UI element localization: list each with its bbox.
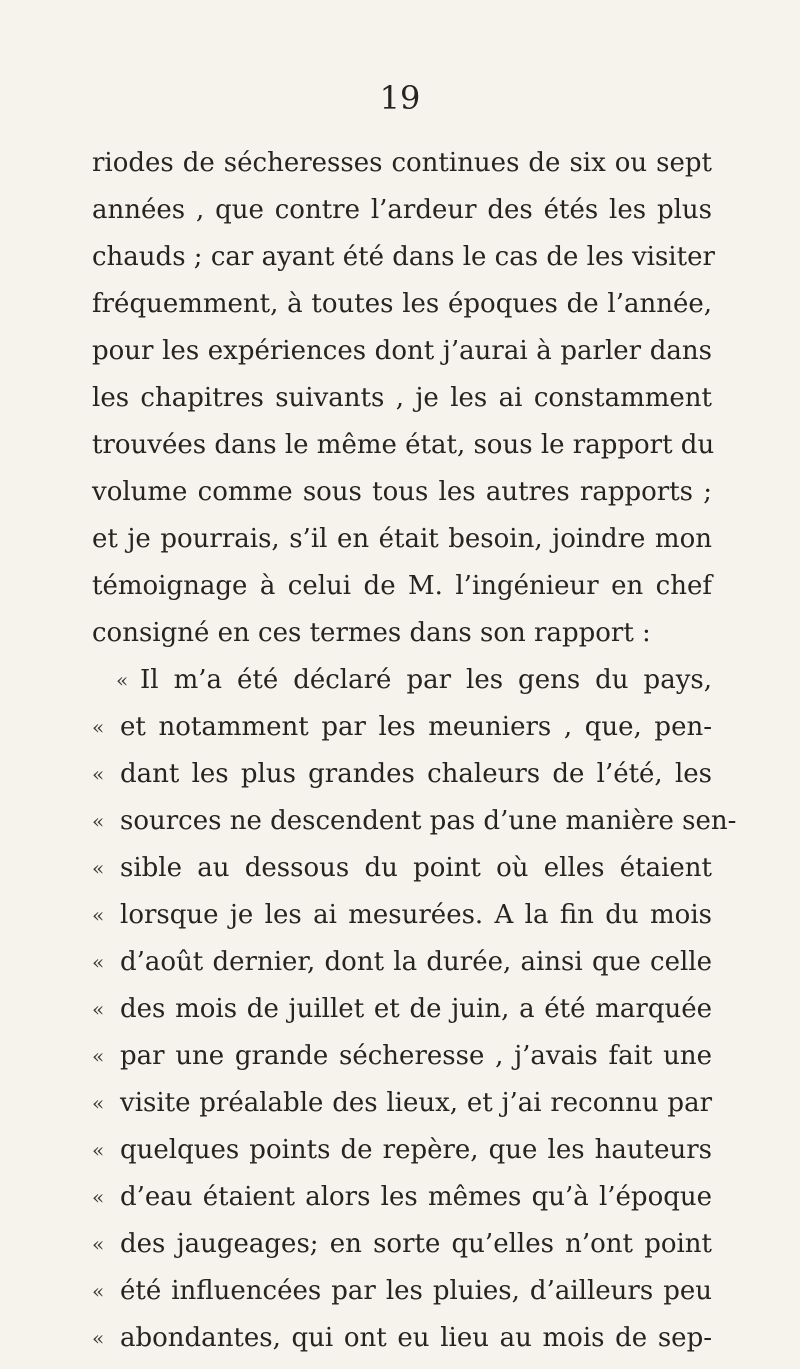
quote-text: quelques points de repère, que les hauteurs — [120, 1135, 712, 1165]
quote-text: dant les plus grandes chaleurs de l’été, les — [120, 759, 712, 789]
quote-mark: « — [92, 1091, 105, 1115]
quote-text: abondantes, qui ont eu lieu au mois de sep- — [120, 1323, 712, 1353]
quote-text: lorsque je les ai mesurées. A la fin du mois — [120, 900, 712, 930]
quote-mark: « — [92, 1185, 105, 1209]
quote-text: et notamment par les meuniers , que, pen- — [120, 712, 712, 742]
quote-mark: « — [92, 1138, 105, 1162]
quote-line — [92, 845, 712, 892]
quote-text: par une grande sécheresse , j’avais fait une — [120, 1041, 712, 1071]
quote-line — [92, 1221, 712, 1268]
quote-line — [92, 892, 712, 939]
quote-line — [92, 1268, 712, 1315]
quote-line — [92, 1174, 712, 1221]
quote-line — [92, 939, 712, 986]
quote-mark: « — [92, 809, 105, 833]
quote-text: sible au dessous du point où elles étaient — [120, 853, 712, 883]
quote-line — [92, 704, 712, 751]
text-line: et je pourrais, s’il en était besoin, joindre mon — [92, 524, 712, 554]
quote-mark: « — [92, 950, 105, 974]
quote-text: des jaugeages; en sorte qu’elles n’ont point — [120, 1229, 712, 1259]
quote-line — [92, 986, 712, 1033]
text-line: témoignage à celui de M. l’ingénieur en chef — [92, 571, 712, 601]
quote-text: visite préalable des lieux, et j’ai reconnu par — [120, 1088, 712, 1118]
quote-mark: « — [92, 997, 105, 1021]
quote-mark: « — [92, 762, 105, 786]
text-line: pour les expériences dont j’aurai à parler dans — [92, 336, 712, 366]
quote-line — [92, 657, 712, 704]
text-line: les chapitres suivants , je les ai constamment — [92, 383, 712, 413]
quote-text: des mois de juillet et de juin, a été marquée — [120, 994, 712, 1024]
quote-text: été influencées par les pluies, d’ailleurs peu — [120, 1276, 712, 1306]
quote-mark: « — [92, 1279, 105, 1303]
quote-mark: « — [92, 1326, 105, 1350]
quote-text: Il m’a été déclaré par les gens du pays, — [140, 665, 712, 695]
text-line: volume comme sous tous les autres rapports ; — [92, 477, 712, 507]
quote-line — [92, 798, 737, 845]
quote-text: d’août dernier, dont la durée, ainsi que celle — [120, 947, 712, 977]
page-number: 19 — [379, 79, 421, 117]
text-line: consigné en ces termes dans son rapport : — [92, 618, 651, 648]
quote-line — [92, 751, 712, 798]
quote-line — [92, 1033, 712, 1080]
quote-mark: « — [116, 668, 129, 692]
text-line: chauds ; car ayant été dans le cas de les visiter — [92, 242, 715, 272]
quote-mark: « — [92, 715, 105, 739]
quote-line — [92, 1080, 712, 1127]
text-line: fréquemment, à toutes les époques de l’année, — [92, 289, 712, 319]
quote-mark: « — [92, 1232, 105, 1256]
quote-text: sources ne descendent pas d’une manière sen- — [120, 806, 737, 836]
text-line: riodes de sécheresses continues de six ou sept — [92, 148, 712, 178]
quote-text: d’eau étaient alors les mêmes qu’à l’époque — [120, 1182, 712, 1212]
body-text — [92, 140, 737, 1362]
text-line: années , que contre l’ardeur des étés les plus — [92, 195, 712, 225]
quote-mark: « — [92, 1044, 105, 1068]
text-line: trouvées dans le même état, sous le rapport du — [92, 430, 715, 460]
quote-mark: « — [92, 903, 105, 927]
quote-mark: « — [92, 856, 105, 880]
quote-line — [92, 1315, 712, 1362]
quote-line — [92, 1127, 712, 1174]
